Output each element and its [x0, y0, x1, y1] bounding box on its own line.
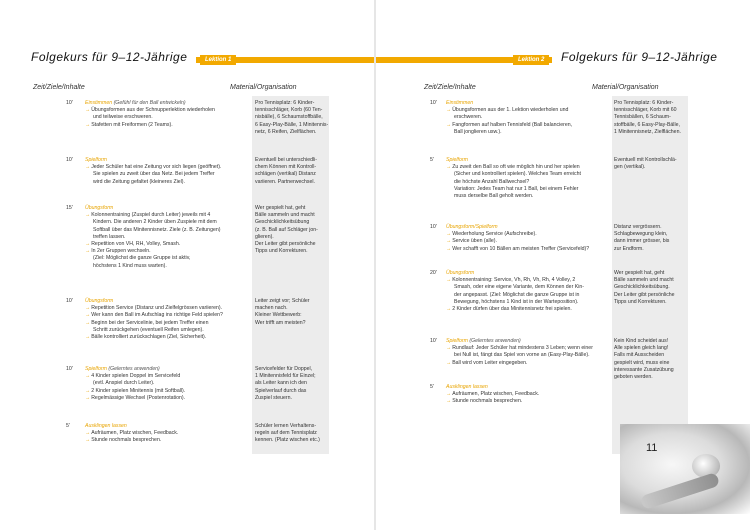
material-note — [255, 298, 310, 327]
material-line: Bälle sammeln und macht — [255, 212, 315, 219]
material-line: (z. B. Ball auf Schläger jon- — [255, 226, 318, 233]
block-line-text: 2 Kinder spielen Minitennis (mit Softball). — [91, 387, 186, 394]
block-title: Übungsform — [85, 298, 114, 304]
lesson-block — [446, 384, 539, 406]
block-title: Spielform — [446, 157, 468, 163]
block-line — [446, 352, 593, 359]
material-line: tennisschläger, Korb (60 Ten- — [255, 107, 323, 114]
block-line-text: Repetition von VH, RH, Volley, Smash. — [91, 241, 181, 248]
block-line — [85, 212, 220, 219]
block-line-text: Kolonnentraining: Service, Vh, Rh, Vh, Rh, 4 Volley, 2 — [452, 277, 576, 284]
block-line — [85, 248, 220, 255]
block-line-text: Aufräumen, Platz wischen, Feedback. — [91, 430, 179, 437]
lesson-block — [85, 100, 215, 129]
block-line — [85, 395, 185, 402]
material-line: Eventuell mit Kontrollschlä- — [614, 157, 677, 163]
block-line-text: der angepasst. (Ziel: Möglichst die ganze Gruppe ist in — [454, 291, 580, 298]
block-line — [446, 345, 593, 352]
block-line-text: Kolonnentraining (Zuspiel durch Leiter) jeweils mit 4 — [91, 212, 211, 219]
material-line: gen (vertikal). — [614, 164, 646, 171]
block-line — [446, 186, 581, 193]
material-line: zur Endform. — [614, 245, 644, 252]
block-line-text: 4 Kinder spielen Doppel im Servicefeld — [91, 373, 181, 380]
block-time: 5' — [430, 384, 434, 390]
block-line-text: Bälle kontrolliert zurückschlagen (Ziel, Sicherheit). — [91, 334, 207, 341]
material-line: Wer gespielt hat, geht — [255, 205, 306, 211]
material-note — [614, 100, 681, 136]
block-title: Ausklingen lassen — [446, 384, 488, 390]
arrow-icon: → — [446, 238, 452, 245]
block-line — [85, 234, 220, 241]
material-line: Schlagbewegung klein, — [614, 231, 668, 238]
arrow-icon: → — [85, 437, 91, 444]
arrow-icon: → — [446, 121, 452, 128]
material-line: interessante Zusatzübung — [614, 366, 674, 373]
block-line — [85, 388, 185, 395]
block-line-text: Stunde nochmals besprechen. — [452, 398, 523, 405]
block-line-text: Rundlauf: Jeder Schüler hat mindestens 3 Leben; wenn einer — [452, 345, 593, 352]
arrow-icon: → — [85, 319, 91, 326]
material-note — [255, 423, 320, 445]
material-line: Tennisbällen, 6 Schaum- — [614, 114, 671, 121]
arrow-icon: → — [446, 345, 452, 352]
arrow-icon: → — [85, 164, 91, 171]
block-line — [446, 391, 539, 398]
block-line — [85, 164, 221, 171]
material-line: Servicefelder für Doppel, — [255, 366, 313, 372]
material-line: Wer trifft am meisten? — [255, 319, 306, 326]
block-heading — [85, 298, 223, 305]
material-line: schlägen (vertikal) Distanz — [255, 171, 316, 178]
block-heading — [446, 338, 593, 345]
material-line: Bälle sammeln und macht — [614, 277, 674, 284]
block-title: Ausklingen lassen — [85, 423, 127, 429]
block-line-text: Sie spielen zu zweit über das Netz. Bei jedem Treffer — [93, 171, 215, 178]
block-line — [85, 305, 223, 312]
block-time: 5' — [66, 423, 70, 429]
block-heading — [446, 384, 539, 391]
left-col-head-time: Zeit/Ziele/Inhalte — [33, 84, 85, 91]
arrow-icon: → — [85, 373, 91, 380]
block-line-text: (evtl. Anspiel durch Leiter). — [93, 380, 155, 387]
material-line: Pro Tennisplatz: 6 Kinder- — [614, 100, 674, 106]
lesson-block — [446, 157, 581, 200]
lesson-block — [446, 270, 584, 313]
material-line: 1 Minitennisnetz, Zielflächen. — [614, 128, 681, 135]
material-line: Spielverlauf durch das — [255, 387, 307, 394]
material-line: Geschicklichkeitsübung. — [614, 284, 670, 291]
arrow-icon: → — [85, 334, 91, 341]
arrow-icon: → — [446, 359, 452, 366]
block-line-text: höchstens 1 Kind muss warten). — [93, 262, 167, 269]
arrow-icon: → — [446, 306, 452, 313]
block-line-text: Ball jonglieren usw.). — [454, 128, 502, 135]
block-line — [85, 437, 178, 444]
block-line-text: Stafetten mit Freiformen (2 Teams). — [91, 121, 173, 128]
material-line: Kleiner Wettbewerb: — [255, 312, 302, 319]
arrow-icon: → — [85, 212, 91, 219]
material-line: Schüler lernen Verhaltens- — [255, 423, 317, 429]
block-line-text: In 2er Gruppen wechseln. — [91, 248, 151, 255]
block-title: Spielform — [85, 366, 107, 372]
lesson-block — [85, 157, 221, 186]
material-line: dann immer grösser, bis — [614, 238, 670, 245]
material-line: Alle spielen gleich lang! — [614, 345, 669, 352]
block-line — [446, 193, 581, 200]
material-line: gespielt wird, muss eine — [614, 359, 670, 366]
material-line: Zuspiel steuern. — [255, 394, 292, 401]
page-gutter — [374, 0, 376, 530]
left-page-title: Folgekurs für 9–12-Jährige — [31, 50, 188, 64]
material-line: stoffbälle, 6 Easy-Play-Bälle, — [614, 121, 680, 128]
material-line: Eventuell bei unterschiedli- — [255, 157, 317, 163]
material-line: Leiter zeigt vor; Schüler — [255, 298, 310, 304]
lesson-block — [446, 338, 593, 367]
block-line — [446, 292, 584, 299]
block-time: 10' — [430, 224, 437, 230]
block-line — [446, 129, 572, 136]
left-lektion-tag: Lektion 1 — [200, 55, 236, 65]
block-time: 10' — [430, 338, 437, 344]
block-time: 10' — [430, 100, 437, 106]
material-line: variieren. Partnerwechsel. — [255, 178, 315, 185]
arrow-icon: → — [446, 245, 452, 252]
block-heading — [446, 224, 589, 231]
arrow-icon: → — [85, 430, 91, 437]
block-line — [85, 430, 178, 437]
material-line: tennisschläger, Korb mit 60 — [614, 107, 677, 114]
block-line — [446, 171, 581, 178]
material-line: kennen. (Platz wischen etc.) — [255, 437, 320, 444]
right-col-head-material: Material/Organisation — [592, 84, 659, 91]
material-note — [255, 366, 316, 402]
block-heading — [85, 423, 178, 430]
block-line — [85, 380, 185, 387]
arrow-icon: → — [85, 305, 91, 312]
block-line — [85, 227, 220, 234]
block-time: 20' — [430, 270, 437, 276]
material-line: als Leiter kann ich den — [255, 380, 307, 387]
block-line — [85, 312, 223, 319]
block-line-text: Beginn bei der Servicelinie, bei jedem Treffer einen — [91, 319, 209, 326]
block-time: 10' — [66, 366, 73, 372]
block-heading — [85, 157, 221, 164]
lesson-block — [85, 298, 223, 341]
block-line — [85, 334, 223, 341]
block-line-text: und teilweise erschweren. — [93, 114, 153, 121]
page-number: 11 — [646, 442, 658, 454]
material-line: geboten werden. — [614, 374, 653, 381]
block-note: (Gefühl für den Ball entwickeln) — [113, 100, 186, 106]
block-line — [446, 179, 581, 186]
lesson-block — [446, 100, 572, 136]
block-line-text: Fangformen auf halben Tennisfeld (Ball balancieren, — [452, 121, 573, 128]
block-line-text: Stunde nochmals besprechen. — [91, 437, 162, 444]
block-line-text: Bewegung, höchstens 1 Kind ist in der Warteposition). — [454, 298, 579, 305]
block-line-text: bei Null ist, fängt das Spiel von vorne an (Easy-Play-Bälle). — [454, 352, 590, 359]
block-title: Übungsform — [85, 205, 114, 211]
block-line-text: Kindern. Die anderen 2 Kinder üben Zuspiele mit dem — [93, 219, 217, 226]
block-line-text: Softball über das Minitennisnetz. Ziele (z. B. Zeitungen) — [93, 226, 221, 233]
block-title: Übungsform — [446, 270, 475, 276]
block-line-text: Ball wird vom Leiter eingegeben. — [452, 359, 528, 366]
block-line-text: Übungsformen aus der Schnupperlektion wiederholen — [91, 107, 215, 114]
material-line: Tipps und Korrekturen. — [255, 248, 308, 255]
block-line-text: die höchste Anzahl Ballwechsel? — [454, 178, 530, 185]
material-note — [255, 205, 318, 255]
right-lektion-tag: Lektion 2 — [513, 55, 549, 65]
block-line-text: erschweren. — [454, 114, 483, 121]
block-heading — [446, 157, 581, 164]
right-col-head-time: Zeit/Ziele/Inhalte — [424, 84, 476, 91]
block-line-text: muss derselbe Ball geholt werden. — [454, 193, 534, 200]
block-line — [446, 360, 593, 367]
arrow-icon: → — [85, 248, 91, 255]
block-title: Spielform — [446, 338, 468, 344]
material-line: Geschicklichkeitsübung — [255, 219, 310, 226]
material-line: machen nach. — [255, 305, 288, 312]
block-line-text: wird die Zeitung gefaltet (kleineres Ziel). — [93, 178, 185, 185]
arrow-icon: → — [446, 107, 452, 114]
right-page-title: Folgekurs für 9–12-Jährige — [561, 50, 718, 64]
arrow-icon: → — [85, 241, 91, 248]
block-line — [85, 263, 220, 270]
block-line — [446, 306, 584, 313]
block-line-text: Übungsformen aus der 1. Lektion wiederholen und — [452, 107, 569, 114]
block-line-text: Wer schafft von 10 Bällen am meisten Treffer (Servicefeld)? — [452, 245, 590, 252]
arrow-icon: → — [85, 312, 91, 319]
material-note — [614, 270, 675, 306]
block-line — [446, 231, 589, 238]
arrow-icon: → — [85, 394, 91, 401]
block-time: 10' — [66, 100, 73, 106]
block-line-text: (Sicher und kontrolliert spielen). Welches Team erreicht — [454, 171, 581, 178]
block-line-text: treffen lassen. — [93, 233, 126, 240]
block-title: Übungsform/Spielform — [446, 224, 498, 230]
block-line — [85, 107, 215, 114]
material-line: glieren). — [255, 233, 274, 240]
block-line-text: Repetition Service (Distanz und Zielfelgrössen variieren). — [91, 305, 223, 312]
block-line — [85, 320, 223, 327]
material-line: Wer gespielt hat, geht — [614, 270, 665, 276]
block-line — [446, 299, 584, 306]
material-line: Der Leiter gibt persönliche — [255, 241, 316, 248]
block-title: Einstimmen — [446, 100, 474, 106]
material-line: regeln auf dem Tennisplatz — [255, 430, 317, 437]
arrow-icon: → — [446, 391, 452, 398]
arrow-icon: → — [85, 387, 91, 394]
block-time: 5' — [430, 157, 434, 163]
material-line: chem Können mit Kontroll- — [255, 164, 317, 171]
block-line — [85, 114, 215, 121]
material-line: Der Leiter gibt persönliche — [614, 291, 675, 298]
block-line — [446, 277, 584, 284]
block-line — [446, 398, 539, 405]
block-heading — [85, 205, 220, 212]
block-heading — [85, 366, 185, 373]
block-line — [446, 284, 584, 291]
material-note — [255, 157, 317, 186]
block-note: (Gelerntes anwenden) — [469, 338, 521, 344]
arrow-icon: → — [446, 398, 452, 405]
player-arm-image — [640, 472, 720, 510]
block-line-text: Jeder Schüler hat eine Zeitung vor sich liegen (geöffnet). — [91, 164, 222, 171]
block-heading — [446, 270, 584, 277]
material-note — [614, 157, 677, 171]
material-note — [614, 338, 674, 381]
block-line — [85, 255, 220, 262]
block-line — [446, 238, 589, 245]
material-line: Pro Tennisplatz: 6 Kinder- — [255, 100, 315, 106]
block-line-text: Regelmässige Wechsel (Postenrotation). — [91, 394, 186, 401]
material-line: netz, 6 Reifen, Zielflächen. — [255, 128, 317, 135]
material-line: Kein Kind scheidet aus! — [614, 338, 669, 344]
block-time: 10' — [66, 157, 73, 163]
block-line-text: 2 Kinder dürfen über das Minitennisnetz frei spielen. — [452, 306, 572, 313]
material-line: Distanz vergrössern. — [614, 224, 662, 230]
material-line: Tipps und Korrekturen. — [614, 298, 667, 305]
block-line — [85, 122, 215, 129]
block-line-text: Service üben (alle). — [452, 238, 497, 245]
arrow-icon: → — [85, 121, 91, 128]
lesson-block — [85, 366, 185, 402]
block-line-text: Smash, oder eine eigene Variante, dem Können der Kin- — [454, 284, 584, 291]
block-line — [85, 179, 221, 186]
block-line — [85, 373, 185, 380]
block-line — [85, 219, 220, 226]
block-line — [446, 107, 572, 114]
lesson-block — [85, 205, 220, 270]
block-line — [85, 171, 221, 178]
arrow-icon: → — [446, 277, 452, 284]
lesson-block — [446, 224, 589, 253]
block-line-text: Variation: Jedes Team hat nur 1 Ball, bei einem Fehler — [454, 185, 579, 192]
lesson-block — [85, 423, 178, 445]
block-line-text: Schritt zurückgehen (eventuell Reifen umlegen). — [93, 326, 204, 333]
material-line: 1 Minitennisfeld für Einzel; — [255, 373, 316, 380]
arrow-icon: → — [446, 231, 452, 238]
block-title: Spielform — [85, 157, 107, 163]
left-col-head-material: Material/Organisation — [230, 84, 297, 91]
material-line: Falls mit Ausscheiden — [614, 352, 665, 359]
block-line-text: Aufräumen, Platz wischen, Feedback. — [452, 391, 540, 398]
tennis-photo — [620, 424, 750, 514]
material-line: nisbälle), 6 Schaumstoffbälle, — [255, 114, 323, 121]
material-note — [255, 100, 328, 136]
block-line-text: Wer kann den Ball im Aufschlag ins richtige Feld spielen? — [91, 312, 223, 319]
block-line — [446, 122, 572, 129]
block-line — [446, 114, 572, 121]
block-note: (Gelerntes anwenden) — [108, 366, 160, 372]
block-time: 15' — [66, 205, 73, 211]
block-line — [85, 241, 220, 248]
arrow-icon: → — [85, 107, 91, 114]
material-line: 6 Easy-Play-Bälle, 1 Minitennis- — [255, 121, 329, 128]
material-note — [614, 224, 669, 253]
block-line-text: Wiederholung Service (Aufschreibe). — [452, 231, 537, 238]
block-time: 10' — [66, 298, 73, 304]
arrow-icon: → — [446, 164, 452, 171]
block-line-text: Zu zweit den Ball so oft wie möglich hin und her spielen — [452, 164, 580, 171]
block-line — [446, 164, 581, 171]
block-line — [85, 327, 223, 334]
block-line — [446, 246, 589, 253]
block-title: Einstimmen — [85, 100, 113, 106]
block-line-text: (Ziel: Möglichst die ganze Gruppe ist aktiv, — [93, 255, 191, 262]
